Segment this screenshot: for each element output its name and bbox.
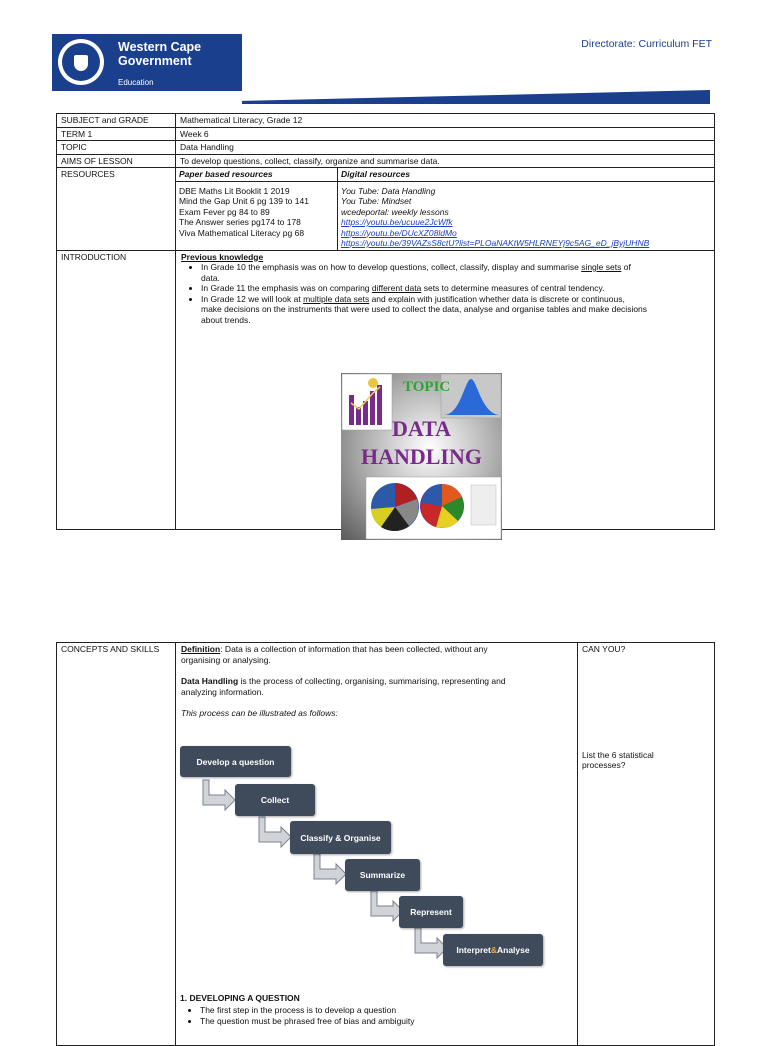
resources-table — [176, 168, 714, 250]
process-step-summarize: Summarize — [345, 859, 420, 891]
logo-subtitle: Education — [118, 78, 154, 87]
subject-label: SUBJECT and GRADE — [57, 114, 176, 128]
resource-link[interactable]: https://youtu.be/39VAZsS8ctU?list=PLOaNAKtW5HLRNEYj9c5AG_eD_jByjUHNB — [341, 238, 650, 248]
topic-label: TOPIC — [57, 141, 176, 155]
resource-link[interactable]: https://youtu.be/ucuue2JcWfk — [341, 217, 453, 227]
data-handling-image — [341, 373, 502, 540]
process-note: This process can be illustrated as follows: — [181, 708, 338, 718]
process-step-interpret-analyse: Interpret & Analyse — [443, 934, 543, 966]
digital-resources — [338, 181, 715, 250]
picture-line2: HANDLING — [360, 444, 482, 469]
directorate-title: Directorate: Curriculum FET — [581, 38, 712, 50]
table-row — [57, 127, 715, 141]
list-item: You Tube: Mindset — [341, 196, 412, 206]
process-step-classify-organise: Classify & Organise — [290, 821, 391, 854]
list-item: • In Grade 11 the emphasis was on comparing different data sets to determine measures of central tendency. — [201, 283, 710, 294]
subject-value: Mathematical Literacy, Grade 12 — [176, 114, 715, 128]
term-value: Week 6 — [176, 127, 715, 141]
list-item: • The question must be phrased free of bias and ambiguity — [200, 1016, 600, 1027]
resource-link[interactable]: https://youtu.be/DUcXZ08ldMo — [341, 227, 457, 238]
paper-resources — [176, 181, 338, 250]
intro-label: INTRODUCTION — [57, 250, 176, 529]
logo-title-line2: Government — [118, 54, 192, 68]
can-you-heading: CAN YOU? — [582, 644, 626, 654]
question-text-cont: processes? — [582, 760, 626, 770]
table-row — [57, 154, 715, 168]
list-item: • In Grade 12 we will look at multiple data sets and explain with justification whether data is discrete or continuous, make decisions on the instruments that were used to collect the data, analyse and organise tables and make decisions about trends. — [201, 294, 710, 326]
process-step-collect: Collect — [235, 784, 315, 816]
previous-knowledge-heading: Previous knowledge — [181, 251, 264, 262]
picture-topic: TOPIC — [403, 379, 451, 395]
picture-line1: DATA — [391, 416, 452, 441]
concepts-cell: Definition: Data is a collection of information that has been collected, without any organising or analysing. Data Handling is the process of collecting, organising, summarising, representing and analyzing information. This process can be illustrated as follows: — [176, 643, 578, 1046]
concepts-label: CONCEPTS AND SKILLS — [57, 643, 176, 1046]
list-item: You Tube: Data Handling — [341, 185, 436, 196]
topic-value: Data Handling — [176, 141, 715, 155]
section-list — [180, 1005, 600, 1026]
digital-heading: Digital resources — [338, 168, 715, 181]
list-item: Exam Fever pg 84 to 89 — [179, 206, 270, 217]
list-item: The Answer series pg174 to 178 — [179, 217, 301, 227]
list-item: wcedeportal: weekly lessons — [341, 206, 449, 217]
table-row — [57, 114, 715, 128]
logo-title-line1: Western Cape — [118, 40, 202, 54]
wcg-logo — [52, 34, 242, 91]
question-text: List the 6 statistical — [582, 749, 654, 760]
process-step-represent: Represent — [399, 896, 463, 928]
resources-label: RESOURCES — [57, 168, 176, 251]
list-item: • The first step in the process is to develop a question — [200, 1005, 600, 1016]
list-item: DBE Maths Lit Booklit 1 2019 — [179, 185, 290, 196]
process-step-develop-question: Develop a question — [180, 746, 291, 777]
section-heading: 1. DEVELOPING A QUESTION — [180, 993, 300, 1003]
can-you-cell — [578, 643, 715, 1046]
term-label: TERM 1 — [57, 127, 176, 141]
list-item: • In Grade 10 the emphasis was on how to develop questions, collect, classify, display and summarise single sets of data. — [201, 262, 710, 283]
definition-text: Definition: Data is a collection of information that has been collected, without any — [181, 644, 488, 654]
table-row — [57, 168, 715, 251]
data-handling-text: Data Handling is the process of collecting, organising, summarising, representing and — [181, 676, 506, 686]
aims-label: AIMS OF LESSON — [57, 154, 176, 168]
header-bar — [242, 90, 710, 104]
list-item: Viva Mathematical Literacy pg 68 — [179, 227, 305, 238]
list-item: Mind the Gap Unit 6 pg 139 to 141 — [179, 196, 309, 206]
coat-of-arms-icon — [58, 39, 104, 85]
paper-heading: Paper based resources — [176, 168, 338, 181]
aims-value: To develop questions, collect, classify, organize and summarise data. — [176, 154, 715, 168]
resources-cell — [176, 168, 715, 251]
table-row — [57, 141, 715, 155]
previous-knowledge-list — [181, 262, 710, 325]
